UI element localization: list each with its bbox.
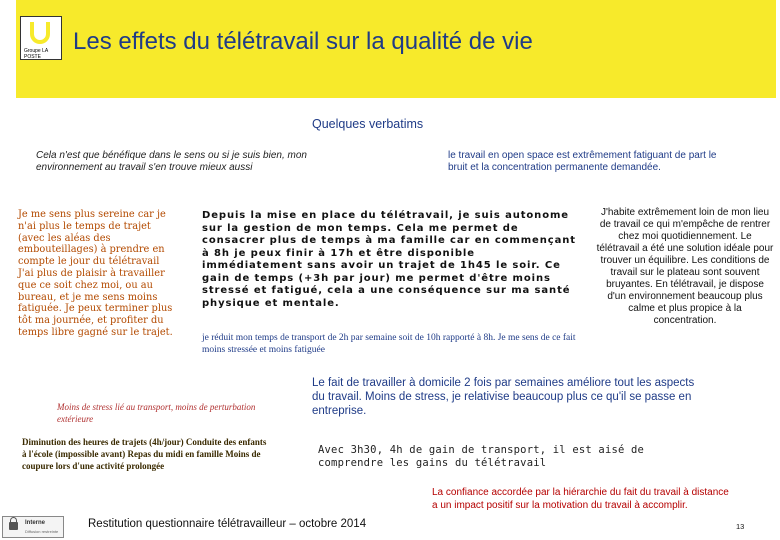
verbatim-9: Diminution des heures de trajets (4h/jour) Conduite des enfants à l'école (impossible avant) Repas du midi en famille Moins de coupure lors d'une activité prolongée [22, 437, 267, 471]
verbatim-10: Avec 3h30, 4h de gain de transport, il est aisé de comprendre les gains du télétravail [318, 444, 645, 469]
page-number: 13 [736, 522, 745, 531]
company-logo [20, 16, 62, 60]
verbatim-2: le travail en open space est extrêmement fatiguant de part le bruit et la concentration permanente demandée. [448, 150, 717, 173]
classification-badge [2, 516, 64, 538]
lock-icon [9, 522, 18, 530]
footer-caption: Restitution questionnaire télétravailleur – octobre 2014 [88, 518, 367, 530]
logo-text: Groupe LA POSTE [24, 48, 48, 60]
badge-label: Interne [25, 520, 46, 526]
verbatim-11: La confiance accordée par la hiérarchie du fait du travail à distance a un impact positif sur la motivation du travail à accomplir. [432, 487, 729, 511]
badge-sub: Diffusion restreinte [25, 529, 59, 534]
verbatim-6: J'habite extrêmement loin de mon lieu de travail ce qui m'empêche de rentrer chez moi quotidiennement. Le télétravail a été une solution idéale pour trouver un équilibre. Les conditions de travail sur le plateau sont souvent bruyantes. En télétravail, je dispose d'un environnement beaucoup plus calme et plus propice à la concentration. [596, 207, 774, 326]
section-subtitle: Quelques verbatims [312, 117, 424, 131]
verbatim-5: je réduit mon temps de transport de 2h par semaine soit de 10h rapporté à 8h. Je me sens de ce fait moins stressée et moins fatiguée [202, 333, 576, 355]
page-title: Les effets du télétravail sur la qualité de vie [73, 28, 533, 55]
verbatim-7: Le fait de travailler à domicile 2 fois par semaines améliore tout les aspects du travail. Moins de stress, je relativise beaucoup plus ce qu'il se passe en entreprise. [312, 377, 695, 417]
verbatim-8: Moins de stress lié au transport, moins de perturbation extérieure [57, 402, 256, 424]
verbatim-3: Je me sens plus sereine car je n'ai plus le temps de trajet (avec les aléas des embouteillages) à prendre en compte le jour du télétravail J'ai plus de plaisir à travailler que ce soit chez moi, ou au bureau, et je me sens moins fatiguée. Je peux terminer plus tôt ma journée, et profiter du temps libre gagné sur le trajet. [18, 209, 173, 338]
smile-logo-icon [30, 22, 50, 44]
verbatim-1: Cela n'est que bénéfique dans le sens ou si je suis bien, mon environnement au travail s'en trouve mieux aussi [36, 150, 307, 173]
verbatim-4: Depuis la mise en place du télétravail, je suis autonome sur la gestion de mon temps. Cela me permet de consacrer plus de temps à ma famille car en commençant à 8h je peux finir à 17h et être disponible immédiatement sans avoir un trajet de 1h45 le soir. Ce gain de temps (+3h par jour) me permet d'être moins stressé et fatigué, cela a une conséquence sur ma santé physique et mentale. [202, 210, 576, 309]
